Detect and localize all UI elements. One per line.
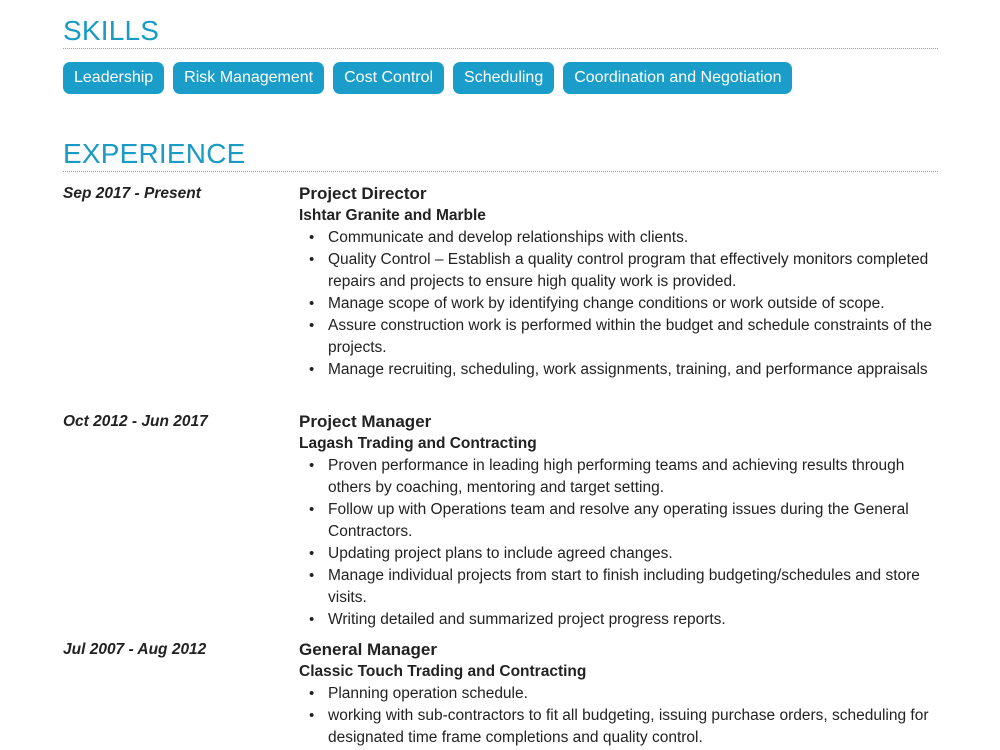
bullet-icon: • — [309, 501, 315, 518]
bullet-icon: • — [309, 361, 315, 378]
bullet-item — [299, 565, 939, 609]
bullet-item — [299, 705, 939, 749]
skill-pill: Cost Control — [333, 62, 444, 94]
bullet-text: Updating project plans to include agreed changes. — [328, 545, 673, 562]
entry-company: Lagash Trading and Contracting — [299, 435, 537, 452]
entry-body — [299, 183, 939, 381]
bullet-item — [299, 359, 939, 381]
bullet-text: Proven performance in leading high performing teams and achieving results through others by coaching, mentoring and target setting. — [328, 457, 905, 496]
entry-company: Classic Touch Trading and Contracting — [299, 663, 587, 680]
bullet-item — [299, 227, 939, 249]
bullet-text: Assure construction work is performed within the budget and schedule constraints of the projects. — [328, 317, 932, 356]
bullet-icon: • — [309, 611, 315, 628]
bullet-icon: • — [309, 685, 315, 702]
experience-divider — [63, 171, 938, 172]
entry-bullets — [299, 683, 939, 749]
entry-date: Oct 2012 - Jun 2017 — [63, 413, 208, 430]
experience-heading: EXPERIENCE — [63, 138, 246, 169]
bullet-text: working with sub-contractors to fit all budgeting, issuing purchase orders, scheduling for designated time frame completions and quality control. — [328, 707, 929, 746]
bullet-icon: • — [309, 295, 315, 312]
bullet-text: Manage recruiting, scheduling, work assignments, training, and performance appraisals — [328, 361, 928, 378]
skills-list — [63, 62, 792, 94]
bullet-icon: • — [309, 545, 315, 562]
bullet-item — [299, 683, 939, 705]
entry-body — [299, 411, 939, 631]
bullet-icon: • — [309, 229, 315, 246]
skill-pill: Leadership — [63, 62, 164, 94]
skill-pill: Risk Management — [173, 62, 324, 94]
bullet-text: Manage individual projects from start to finish including budgeting/schedules and store visits. — [328, 567, 920, 606]
bullet-item — [299, 609, 939, 631]
bullet-icon: • — [309, 567, 315, 584]
bullet-icon: • — [309, 457, 315, 474]
entry-bullets — [299, 227, 939, 381]
skills-heading: SKILLS — [63, 15, 160, 46]
bullet-text: Follow up with Operations team and resolve any operating issues during the General Contractors. — [328, 501, 909, 540]
bullet-item — [299, 293, 939, 315]
bullet-icon: • — [309, 251, 315, 268]
bullet-text: Communicate and develop relationships with clients. — [328, 229, 689, 246]
entry-role: General Manager — [299, 640, 437, 659]
bullet-text: Writing detailed and summarized project progress reports. — [328, 611, 726, 628]
bullet-icon: • — [309, 317, 315, 334]
bullet-text: Planning operation schedule. — [328, 685, 528, 702]
entry-date: Sep 2017 - Present — [63, 185, 201, 202]
bullet-icon: • — [309, 707, 315, 724]
bullet-text: Manage scope of work by identifying change conditions or work outside of scope. — [328, 295, 885, 312]
bullet-item — [299, 315, 939, 359]
entry-date: Jul 2007 - Aug 2012 — [63, 641, 207, 658]
bullet-item — [299, 499, 939, 543]
entry-role: Project Manager — [299, 412, 432, 431]
entry-company: Ishtar Granite and Marble — [299, 207, 486, 224]
bullet-item — [299, 455, 939, 499]
entry-role: Project Director — [299, 184, 427, 203]
skill-pill: Coordination and Negotiation — [563, 62, 792, 94]
bullet-item — [299, 249, 939, 293]
entry-body — [299, 639, 939, 749]
skill-pill: Scheduling — [453, 62, 554, 94]
entry-bullets — [299, 455, 939, 631]
skills-divider — [63, 48, 938, 49]
bullet-item — [299, 543, 939, 565]
bullet-text: Quality Control – Establish a quality control program that effectively monitors completed repairs and projects to ensure high quality work is provided. — [328, 251, 929, 290]
